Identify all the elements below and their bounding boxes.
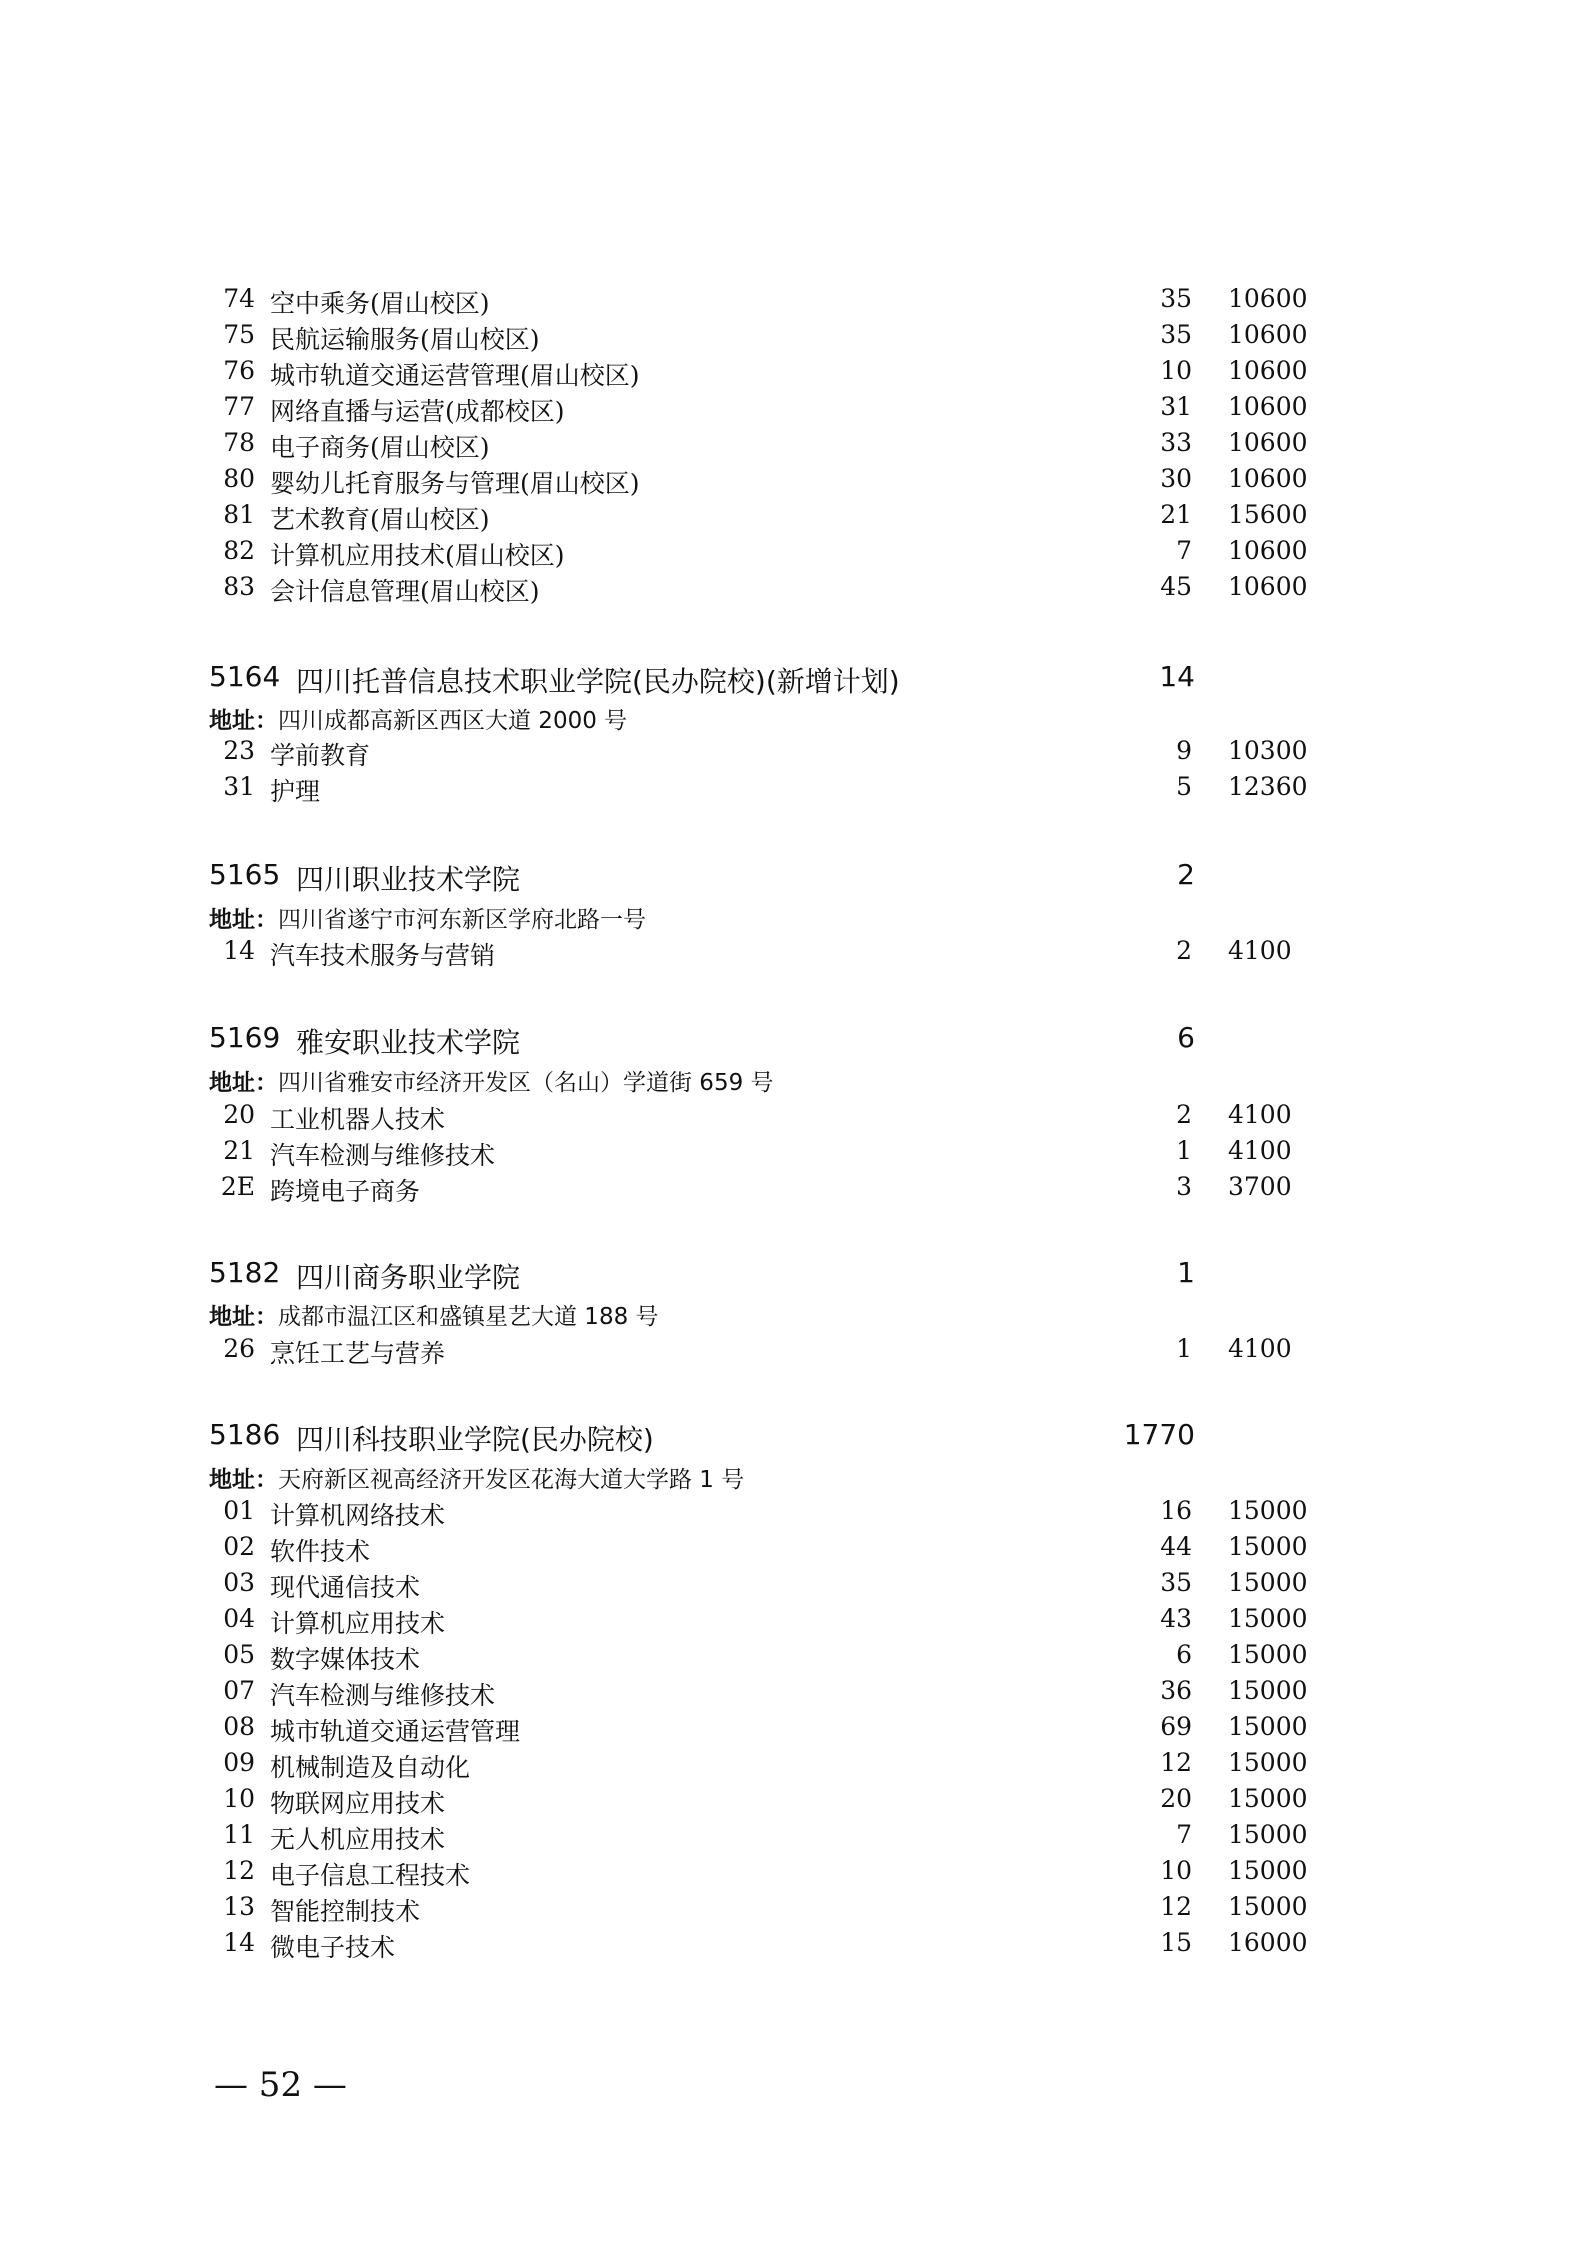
program-fee: 15000 — [1228, 1676, 1308, 1705]
program-count: 12 — [1160, 1748, 1192, 1777]
school-code: 5169 — [209, 1021, 281, 1054]
program-count: 6 — [1176, 1640, 1192, 1669]
program-code: 2E — [220, 1172, 255, 1201]
program-row — [0, 1640, 1587, 1676]
school-name: 四川科技职业学院(民办院校) — [296, 1423, 654, 1456]
program-code: 21 — [223, 1136, 255, 1165]
program-row — [0, 284, 1587, 320]
program-code: 78 — [223, 428, 255, 457]
program-code: 04 — [223, 1604, 255, 1633]
program-count: 69 — [1160, 1712, 1192, 1741]
school-total: 2 — [1177, 858, 1195, 891]
program-row — [0, 1928, 1587, 1964]
program-count: 7 — [1176, 536, 1192, 565]
program-row — [0, 772, 1587, 808]
program-count: 45 — [1160, 572, 1192, 601]
program-count: 1 — [1176, 1136, 1192, 1165]
program-count: 35 — [1160, 1568, 1192, 1597]
program-name: 艺术教育(眉山校区) — [270, 505, 490, 534]
program-fee: 15000 — [1228, 1820, 1308, 1849]
program-code: 23 — [223, 736, 255, 765]
address-text: 四川省遂宁市河东新区学府北路一号 — [278, 907, 646, 933]
program-row — [0, 1604, 1587, 1640]
program-row — [0, 1334, 1587, 1370]
program-fee: 10600 — [1228, 536, 1308, 565]
program-row — [0, 1892, 1587, 1928]
address-text: 四川成都高新区西区大道 2000 号 — [278, 708, 628, 734]
program-row — [0, 1568, 1587, 1604]
program-row — [0, 936, 1587, 972]
address-text: 天府新区视高经济开发区花海大道大学路 1 号 — [278, 1467, 745, 1493]
address-text: 四川省雅安市经济开发区（名山）学道街 659 号 — [278, 1070, 774, 1096]
program-fee: 15000 — [1228, 1748, 1308, 1777]
program-name: 城市轨道交通运营管理 — [270, 1717, 521, 1746]
program-code: 11 — [223, 1820, 255, 1849]
program-fee: 15000 — [1228, 1640, 1308, 1669]
program-code: 14 — [223, 936, 255, 965]
program-count: 10 — [1160, 1856, 1192, 1885]
program-name: 汽车技术服务与营销 — [270, 941, 496, 970]
program-count: 5 — [1176, 772, 1192, 801]
program-code: 08 — [223, 1712, 255, 1741]
program-code: 31 — [223, 772, 255, 801]
school-header — [0, 1418, 1587, 1462]
program-count: 20 — [1160, 1784, 1192, 1813]
program-count: 35 — [1160, 284, 1192, 313]
program-row — [0, 1136, 1587, 1172]
program-code: 26 — [223, 1334, 255, 1363]
program-fee: 3700 — [1228, 1172, 1292, 1201]
school-code: 5186 — [209, 1418, 281, 1451]
program-name: 计算机应用技术(眉山校区) — [270, 541, 565, 570]
program-code: 05 — [223, 1640, 255, 1669]
program-fee: 4100 — [1228, 1334, 1292, 1363]
school-header — [0, 1256, 1587, 1300]
program-name: 城市轨道交通运营管理(眉山校区) — [270, 361, 640, 390]
program-row — [0, 464, 1587, 500]
program-row — [0, 1532, 1587, 1568]
program-count: 1 — [1176, 1334, 1192, 1363]
program-count: 10 — [1160, 356, 1192, 385]
school-name: 四川托普信息技术职业学院(民办院校)(新增计划) — [296, 665, 900, 698]
program-fee: 15000 — [1228, 1532, 1308, 1561]
program-fee: 10600 — [1228, 572, 1308, 601]
program-row — [0, 536, 1587, 572]
program-code: 82 — [223, 536, 255, 565]
program-fee: 10600 — [1228, 464, 1308, 493]
school-code: 5182 — [209, 1256, 281, 1289]
program-code: 75 — [223, 320, 255, 349]
program-count: 33 — [1160, 428, 1192, 457]
address-text: 成都市温江区和盛镇星艺大道 188 号 — [278, 1304, 659, 1330]
program-name: 机械制造及自动化 — [270, 1753, 471, 1782]
program-fee: 12360 — [1228, 772, 1308, 801]
address-label: 地址： — [209, 1070, 278, 1096]
program-code: 80 — [223, 464, 255, 493]
program-count: 7 — [1176, 1820, 1192, 1849]
program-row — [0, 1748, 1587, 1784]
program-count: 15 — [1160, 1928, 1192, 1957]
program-code: 14 — [223, 1928, 255, 1957]
page-number: — 52 — — [214, 2065, 347, 2105]
school-address — [209, 1064, 774, 1098]
school-address — [209, 702, 627, 736]
program-fee: 16000 — [1228, 1928, 1308, 1957]
program-code: 20 — [223, 1100, 255, 1129]
program-code: 74 — [223, 284, 255, 313]
program-fee: 15000 — [1228, 1604, 1308, 1633]
program-row — [0, 428, 1587, 464]
school-total: 6 — [1177, 1021, 1195, 1054]
program-fee: 10600 — [1228, 284, 1308, 313]
program-fee: 4100 — [1228, 1100, 1292, 1129]
program-code: 10 — [223, 1784, 255, 1813]
school-address — [209, 1298, 659, 1332]
program-fee: 10300 — [1228, 736, 1308, 765]
program-count: 3 — [1176, 1172, 1192, 1201]
program-fee: 15000 — [1228, 1568, 1308, 1597]
program-count: 2 — [1176, 1100, 1192, 1129]
program-fee: 10600 — [1228, 428, 1308, 457]
program-count: 30 — [1160, 464, 1192, 493]
school-address — [209, 1461, 744, 1495]
program-name: 烹饪工艺与营养 — [270, 1339, 446, 1368]
program-code: 09 — [223, 1748, 255, 1777]
program-fee: 10600 — [1228, 356, 1308, 385]
program-fee: 10600 — [1228, 392, 1308, 421]
program-fee: 15600 — [1228, 500, 1308, 529]
program-name: 空中乘务(眉山校区) — [270, 289, 490, 318]
program-row — [0, 1712, 1587, 1748]
program-row — [0, 1172, 1587, 1208]
school-name: 雅安职业技术学院 — [296, 1026, 521, 1059]
address-label: 地址： — [209, 907, 278, 933]
program-name: 计算机网络技术 — [270, 1501, 446, 1530]
address-label: 地址： — [209, 708, 278, 734]
school-total: 1 — [1177, 1256, 1195, 1289]
program-name: 汽车检测与维修技术 — [270, 1681, 496, 1710]
program-row — [0, 320, 1587, 356]
school-total: 1770 — [1123, 1418, 1195, 1451]
school-name: 四川商务职业学院 — [296, 1261, 521, 1294]
program-name: 网络直播与运营(成都校区) — [270, 397, 565, 426]
program-row — [0, 1820, 1587, 1856]
program-name: 学前教育 — [270, 741, 371, 770]
school-total: 14 — [1159, 660, 1195, 693]
school-header — [0, 858, 1587, 902]
program-fee: 15000 — [1228, 1712, 1308, 1741]
school-header — [0, 1021, 1587, 1065]
school-code: 5164 — [209, 660, 281, 693]
school-code: 5165 — [209, 858, 281, 891]
program-row — [0, 1856, 1587, 1892]
program-name: 工业机器人技术 — [270, 1105, 446, 1134]
program-row — [0, 1676, 1587, 1712]
program-row — [0, 500, 1587, 536]
program-count: 16 — [1160, 1496, 1192, 1525]
program-fee: 15000 — [1228, 1856, 1308, 1885]
program-code: 77 — [223, 392, 255, 421]
program-name: 微电子技术 — [270, 1933, 396, 1962]
program-count: 35 — [1160, 320, 1192, 349]
program-name: 现代通信技术 — [270, 1573, 421, 1602]
program-name: 婴幼儿托育服务与管理(眉山校区) — [270, 469, 640, 498]
program-row — [0, 1496, 1587, 1532]
program-count: 31 — [1160, 392, 1192, 421]
school-name: 四川职业技术学院 — [296, 863, 521, 896]
program-name: 软件技术 — [270, 1537, 371, 1566]
program-count: 2 — [1176, 936, 1192, 965]
program-row — [0, 356, 1587, 392]
program-fee: 4100 — [1228, 936, 1292, 965]
program-row — [0, 1784, 1587, 1820]
program-code: 83 — [223, 572, 255, 601]
school-header — [0, 660, 1587, 704]
program-name: 会计信息管理(眉山校区) — [270, 577, 540, 606]
program-fee: 10600 — [1228, 320, 1308, 349]
program-fee: 15000 — [1228, 1784, 1308, 1813]
program-name: 智能控制技术 — [270, 1897, 421, 1926]
program-fee: 15000 — [1228, 1496, 1308, 1525]
program-name: 跨境电子商务 — [270, 1177, 421, 1206]
program-code: 07 — [223, 1676, 255, 1705]
program-code: 81 — [223, 500, 255, 529]
program-row — [0, 736, 1587, 772]
program-fee: 4100 — [1228, 1136, 1292, 1165]
address-label: 地址： — [209, 1467, 278, 1493]
address-label: 地址： — [209, 1304, 278, 1330]
program-row — [0, 1100, 1587, 1136]
program-code: 13 — [223, 1892, 255, 1921]
program-code: 76 — [223, 356, 255, 385]
program-count: 21 — [1160, 500, 1192, 529]
program-name: 民航运输服务(眉山校区) — [270, 325, 540, 354]
program-name: 电子商务(眉山校区) — [270, 433, 490, 462]
program-fee: 15000 — [1228, 1892, 1308, 1921]
program-name: 无人机应用技术 — [270, 1825, 446, 1854]
program-name: 数字媒体技术 — [270, 1645, 421, 1674]
program-code: 12 — [223, 1856, 255, 1885]
program-count: 9 — [1176, 736, 1192, 765]
program-count: 43 — [1160, 1604, 1192, 1633]
program-row — [0, 392, 1587, 428]
program-name: 计算机应用技术 — [270, 1609, 446, 1638]
program-name: 汽车检测与维修技术 — [270, 1141, 496, 1170]
program-count: 12 — [1160, 1892, 1192, 1921]
program-code: 03 — [223, 1568, 255, 1597]
program-count: 44 — [1160, 1532, 1192, 1561]
school-address — [209, 901, 646, 935]
program-name: 电子信息工程技术 — [270, 1861, 471, 1890]
program-name: 物联网应用技术 — [270, 1789, 446, 1818]
program-name: 护理 — [270, 777, 321, 806]
program-row — [0, 572, 1587, 608]
program-code: 02 — [223, 1532, 255, 1561]
program-code: 01 — [223, 1496, 255, 1525]
program-count: 36 — [1160, 1676, 1192, 1705]
